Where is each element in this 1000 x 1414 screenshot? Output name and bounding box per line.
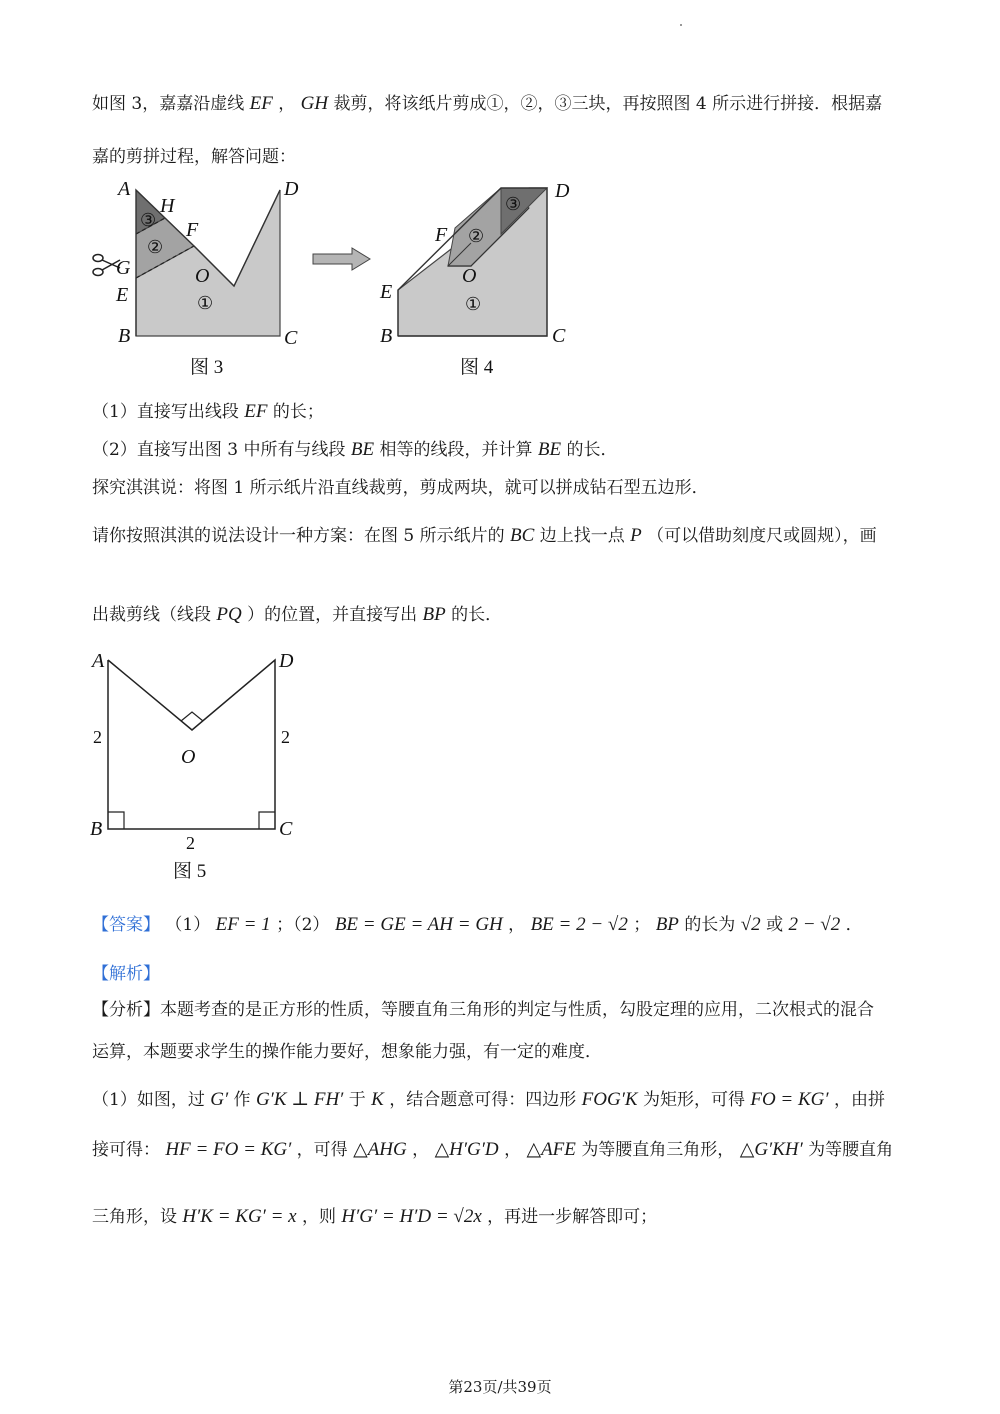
math: BE = GE = AH = GH	[334, 914, 503, 935]
length-bottom: 2	[186, 833, 195, 853]
text: 的长．	[566, 440, 618, 460]
label-b: B	[118, 325, 131, 347]
text: ；	[633, 915, 651, 935]
text: 相等的线段，并计算	[379, 440, 533, 460]
label-b: B	[90, 818, 103, 840]
label-o: O	[195, 265, 210, 287]
analysis-line-2: 运算，本题要求学生的操作能力要好，想象能力强，有一定的难度．	[92, 1042, 602, 1062]
text: 边上找一点	[539, 526, 625, 546]
label-d: D	[284, 178, 299, 200]
text: 为等腰直角三角形，	[581, 1140, 735, 1160]
label-e: E	[380, 281, 393, 303]
text: （可以借助刻度尺或圆规），画	[647, 526, 877, 546]
piece-label-1: ①	[465, 294, 482, 314]
math-be: BE	[350, 439, 375, 460]
math-bc: BC	[510, 525, 535, 546]
piece-label-3: ③	[140, 210, 157, 230]
speck	[680, 24, 682, 26]
arrow-right-icon	[312, 247, 372, 271]
text: 为等腰直角	[808, 1140, 894, 1160]
math: △AFE	[526, 1139, 576, 1160]
text: ，	[504, 1140, 522, 1160]
label-f: F	[435, 224, 448, 246]
label-d: D	[555, 180, 570, 202]
math: BE = 2 − √2	[530, 914, 628, 935]
label-g: G	[116, 257, 131, 279]
math-ef: EF	[244, 401, 268, 422]
text: ，结合题意可得：四边形	[389, 1090, 577, 1110]
piece-label-1: ①	[197, 293, 214, 313]
caption-fig5: 图 5	[173, 861, 207, 882]
label-c: C	[552, 325, 566, 347]
text: 为矩形，可得	[642, 1090, 745, 1110]
math-pq: PQ	[216, 604, 242, 625]
math: △G′KH′	[739, 1139, 803, 1160]
math: BP	[655, 914, 679, 935]
text: 裁剪，将该纸片剪成①，②，③三块，再按照图 4 所示进行拼接．根据嘉	[333, 94, 883, 114]
math: K	[371, 1089, 384, 1110]
length-right: 2	[281, 727, 290, 747]
math: △AHG	[353, 1139, 407, 1160]
text: 或	[766, 915, 784, 935]
math-ef: EF	[249, 93, 273, 114]
analysis-tag: 【解析】	[92, 964, 160, 984]
solution-line-2	[92, 1138, 893, 1162]
figure-5	[85, 645, 315, 885]
figure-4	[375, 170, 585, 385]
piece-label-2: ②	[147, 237, 164, 257]
text: ，由拼	[833, 1090, 885, 1110]
label-e: E	[116, 284, 129, 306]
answer-tag: 【答案】	[92, 915, 160, 935]
piece-label-3: ③	[505, 194, 522, 214]
solution-line-1	[92, 1088, 885, 1112]
text: 作	[233, 1090, 251, 1110]
math: EF = 1	[215, 914, 271, 935]
label-a: A	[118, 178, 131, 200]
caption-fig3: 图 3	[190, 357, 224, 378]
text: 的长．	[451, 605, 503, 625]
design-line-2	[92, 603, 502, 627]
length-left: 2	[93, 727, 102, 747]
text: ，则	[302, 1207, 336, 1227]
answer-line	[92, 913, 863, 937]
text: （2）直接写出图 3 中所有与线段	[92, 440, 346, 460]
math: √2	[740, 914, 761, 935]
math: FO = KG′	[750, 1089, 829, 1110]
text: ，再进一步解答即可；	[487, 1207, 658, 1227]
question-1	[92, 400, 324, 424]
math-be: BE	[537, 439, 562, 460]
figure-3	[80, 170, 320, 385]
text: 的长为	[684, 915, 736, 935]
math: HF = FO = KG′	[165, 1139, 292, 1160]
question-2	[92, 438, 618, 462]
text: 于	[348, 1090, 366, 1110]
math-gh: GH	[300, 93, 329, 114]
intro-line-2: 嘉的剪拼过程，解答问题：	[92, 147, 296, 167]
piece-label-2: ②	[468, 226, 485, 246]
text: 接可得：	[92, 1140, 160, 1160]
text: 出裁剪线（线段	[92, 605, 211, 625]
page-footer: 第23页/共39页	[448, 1378, 552, 1396]
text: ；（2）	[276, 915, 330, 935]
text: 请你按照淇淇的说法设计一种方案：在图 5 所示纸片的	[92, 526, 505, 546]
label-c: C	[279, 818, 293, 840]
label-a: A	[92, 650, 105, 672]
text: ，	[508, 915, 526, 935]
label-o: O	[181, 746, 196, 768]
analysis-line-1: 【分析】本题考查的是正方形的性质，等腰直角三角形的判定与性质，勾股定理的应用，二次根式的混合	[92, 1000, 874, 1020]
label-o: O	[462, 265, 477, 287]
intro-line-1	[92, 92, 882, 116]
text: 如图 3，嘉嘉沿虚线	[92, 94, 245, 114]
label-b: B	[380, 325, 393, 347]
math: FOG′K	[581, 1089, 638, 1110]
text: （1）如图，过	[92, 1090, 205, 1110]
label-h: H	[160, 195, 175, 217]
math-bp: BP	[422, 604, 446, 625]
text: ，	[278, 94, 296, 114]
math-p: P	[630, 525, 642, 546]
caption-fig4: 图 4	[460, 357, 494, 378]
text: ，	[412, 1140, 430, 1160]
math: 2 − √2	[788, 914, 841, 935]
label-f: F	[186, 219, 199, 241]
math: G′	[210, 1089, 229, 1110]
text: （1）	[165, 915, 211, 935]
label-d: D	[279, 650, 294, 672]
text: （1）直接写出线段	[92, 402, 239, 422]
math: △H′G′D	[434, 1139, 499, 1160]
math: H′G′ = H′D = √2x	[341, 1206, 482, 1227]
solution-line-3	[92, 1205, 657, 1229]
label-c: C	[284, 327, 298, 349]
text: 的长；	[272, 402, 324, 422]
text: ）的位置，并直接写出	[247, 605, 418, 625]
explore-line: 探究淇淇说：将图 1 所示纸片沿直线裁剪，剪成两块，就可以拼成钻石型五边形．	[92, 478, 709, 498]
design-line-1	[92, 524, 877, 548]
text: ．	[845, 915, 863, 935]
text: 三角形，设	[92, 1207, 177, 1227]
math: G′K ⊥ FH′	[255, 1089, 344, 1110]
math: H′K = KG′ = x	[182, 1206, 297, 1227]
text: ，可得	[296, 1140, 348, 1160]
